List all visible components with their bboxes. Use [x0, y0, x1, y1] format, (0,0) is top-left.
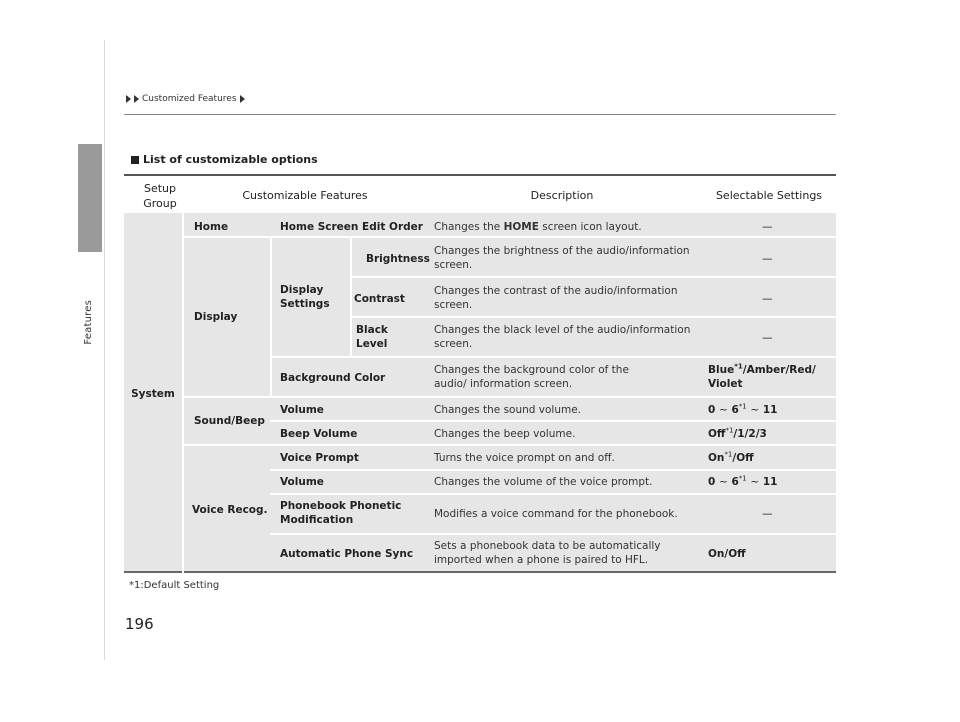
setting-volume: 0 ~ 6$^{*1}$ ~ 11 — [708, 402, 778, 416]
feature-voice-prompt: Voice Prompt — [280, 452, 359, 464]
setting-background-color: Blue$^{*1}$/Amber/Red/ Violet — [708, 362, 816, 390]
category-home: Home — [194, 221, 229, 233]
section-title: List of customizable options — [143, 153, 318, 166]
column-header-setup-group: Setup Group — [143, 182, 177, 210]
options-table — [124, 213, 836, 573]
column-header-features: Customizable Features — [242, 189, 368, 202]
setting-beep-volume: Off$^{*1}$/1/2/3 — [708, 426, 767, 440]
setting-phonebook-phonetic: — — [762, 508, 773, 520]
feature-phonebook-phonetic: Phonebook Phonetic Modification — [280, 500, 402, 526]
side-divider — [104, 40, 105, 660]
desc-automatic-phone-sync: Sets a phonebook data to be automatically imported when a phone is paired to HFL. — [434, 540, 661, 566]
feature-brightness: Brightness — [366, 253, 430, 265]
category-sound-beep: Sound/Beep — [194, 415, 265, 427]
table-top-rule — [124, 174, 836, 176]
breadcrumb — [126, 94, 245, 104]
desc-contrast: Changes the contrast of the audio/information screen. — [434, 285, 678, 311]
feature-home-screen-edit-order: Home Screen Edit Order — [280, 221, 423, 233]
desc-brightness: Changes the brightness of the audio/information screen. — [434, 245, 690, 271]
desc-phonebook-phonetic: Modifies a voice command for the phonebook. — [434, 508, 678, 520]
desc-volume: Changes the sound volume. — [434, 404, 582, 416]
square-bullet-icon — [131, 156, 139, 164]
section-heading — [131, 153, 318, 166]
feature-black-level: Black Level — [356, 324, 388, 350]
desc-beep-volume: Changes the beep volume. — [434, 428, 576, 440]
desc-voice-prompt: Turns the voice prompt on and off. — [434, 452, 615, 464]
column-header-description: Description — [530, 189, 594, 202]
triangle-arrow-icon — [126, 95, 131, 103]
subgroup-display-settings: Display Settings — [280, 284, 330, 310]
feature-automatic-phone-sync: Automatic Phone Sync — [280, 548, 414, 560]
setting-voice-volume: 0 ~ 6$^{*1}$ ~ 11 — [708, 474, 778, 488]
feature-volume: Volume — [280, 404, 324, 416]
page-number: 196 — [125, 615, 154, 633]
setting-home: — — [762, 221, 773, 233]
setting-voice-prompt: On$^{*1}$/Off — [708, 450, 754, 464]
triangle-arrow-icon — [134, 95, 139, 103]
feature-voice-volume: Volume — [280, 476, 324, 488]
setting-contrast: — — [762, 293, 773, 305]
column-header-settings: Selectable Settings — [715, 189, 823, 202]
feature-background-color: Background Color — [280, 372, 386, 384]
breadcrumb-item[interactable]: Customized Features — [142, 94, 237, 104]
header-rule — [124, 114, 836, 115]
setting-automatic-phone-sync: On/Off — [708, 548, 746, 560]
desc-black-level: Changes the black level of the audio/information screen. — [434, 324, 691, 350]
group-system: System — [131, 388, 175, 400]
desc-home: Changes the HOME screen icon layout. — [434, 221, 642, 233]
category-display: Display — [194, 311, 238, 323]
triangle-arrow-icon — [240, 95, 245, 103]
desc-voice-volume: Changes the volume of the voice prompt. — [434, 476, 653, 488]
chapter-tab — [78, 144, 102, 252]
setting-brightness: — — [762, 253, 773, 265]
feature-beep-volume: Beep Volume — [280, 428, 358, 440]
chapter-label: Features — [83, 300, 94, 345]
setting-black-level: — — [762, 332, 773, 344]
desc-background-color: Changes the background color of the audio/ information screen. — [434, 364, 629, 390]
feature-contrast: Contrast — [354, 293, 405, 305]
footnote: *1:Default Setting — [129, 580, 220, 591]
category-voice-recog: Voice Recog. — [192, 504, 268, 516]
